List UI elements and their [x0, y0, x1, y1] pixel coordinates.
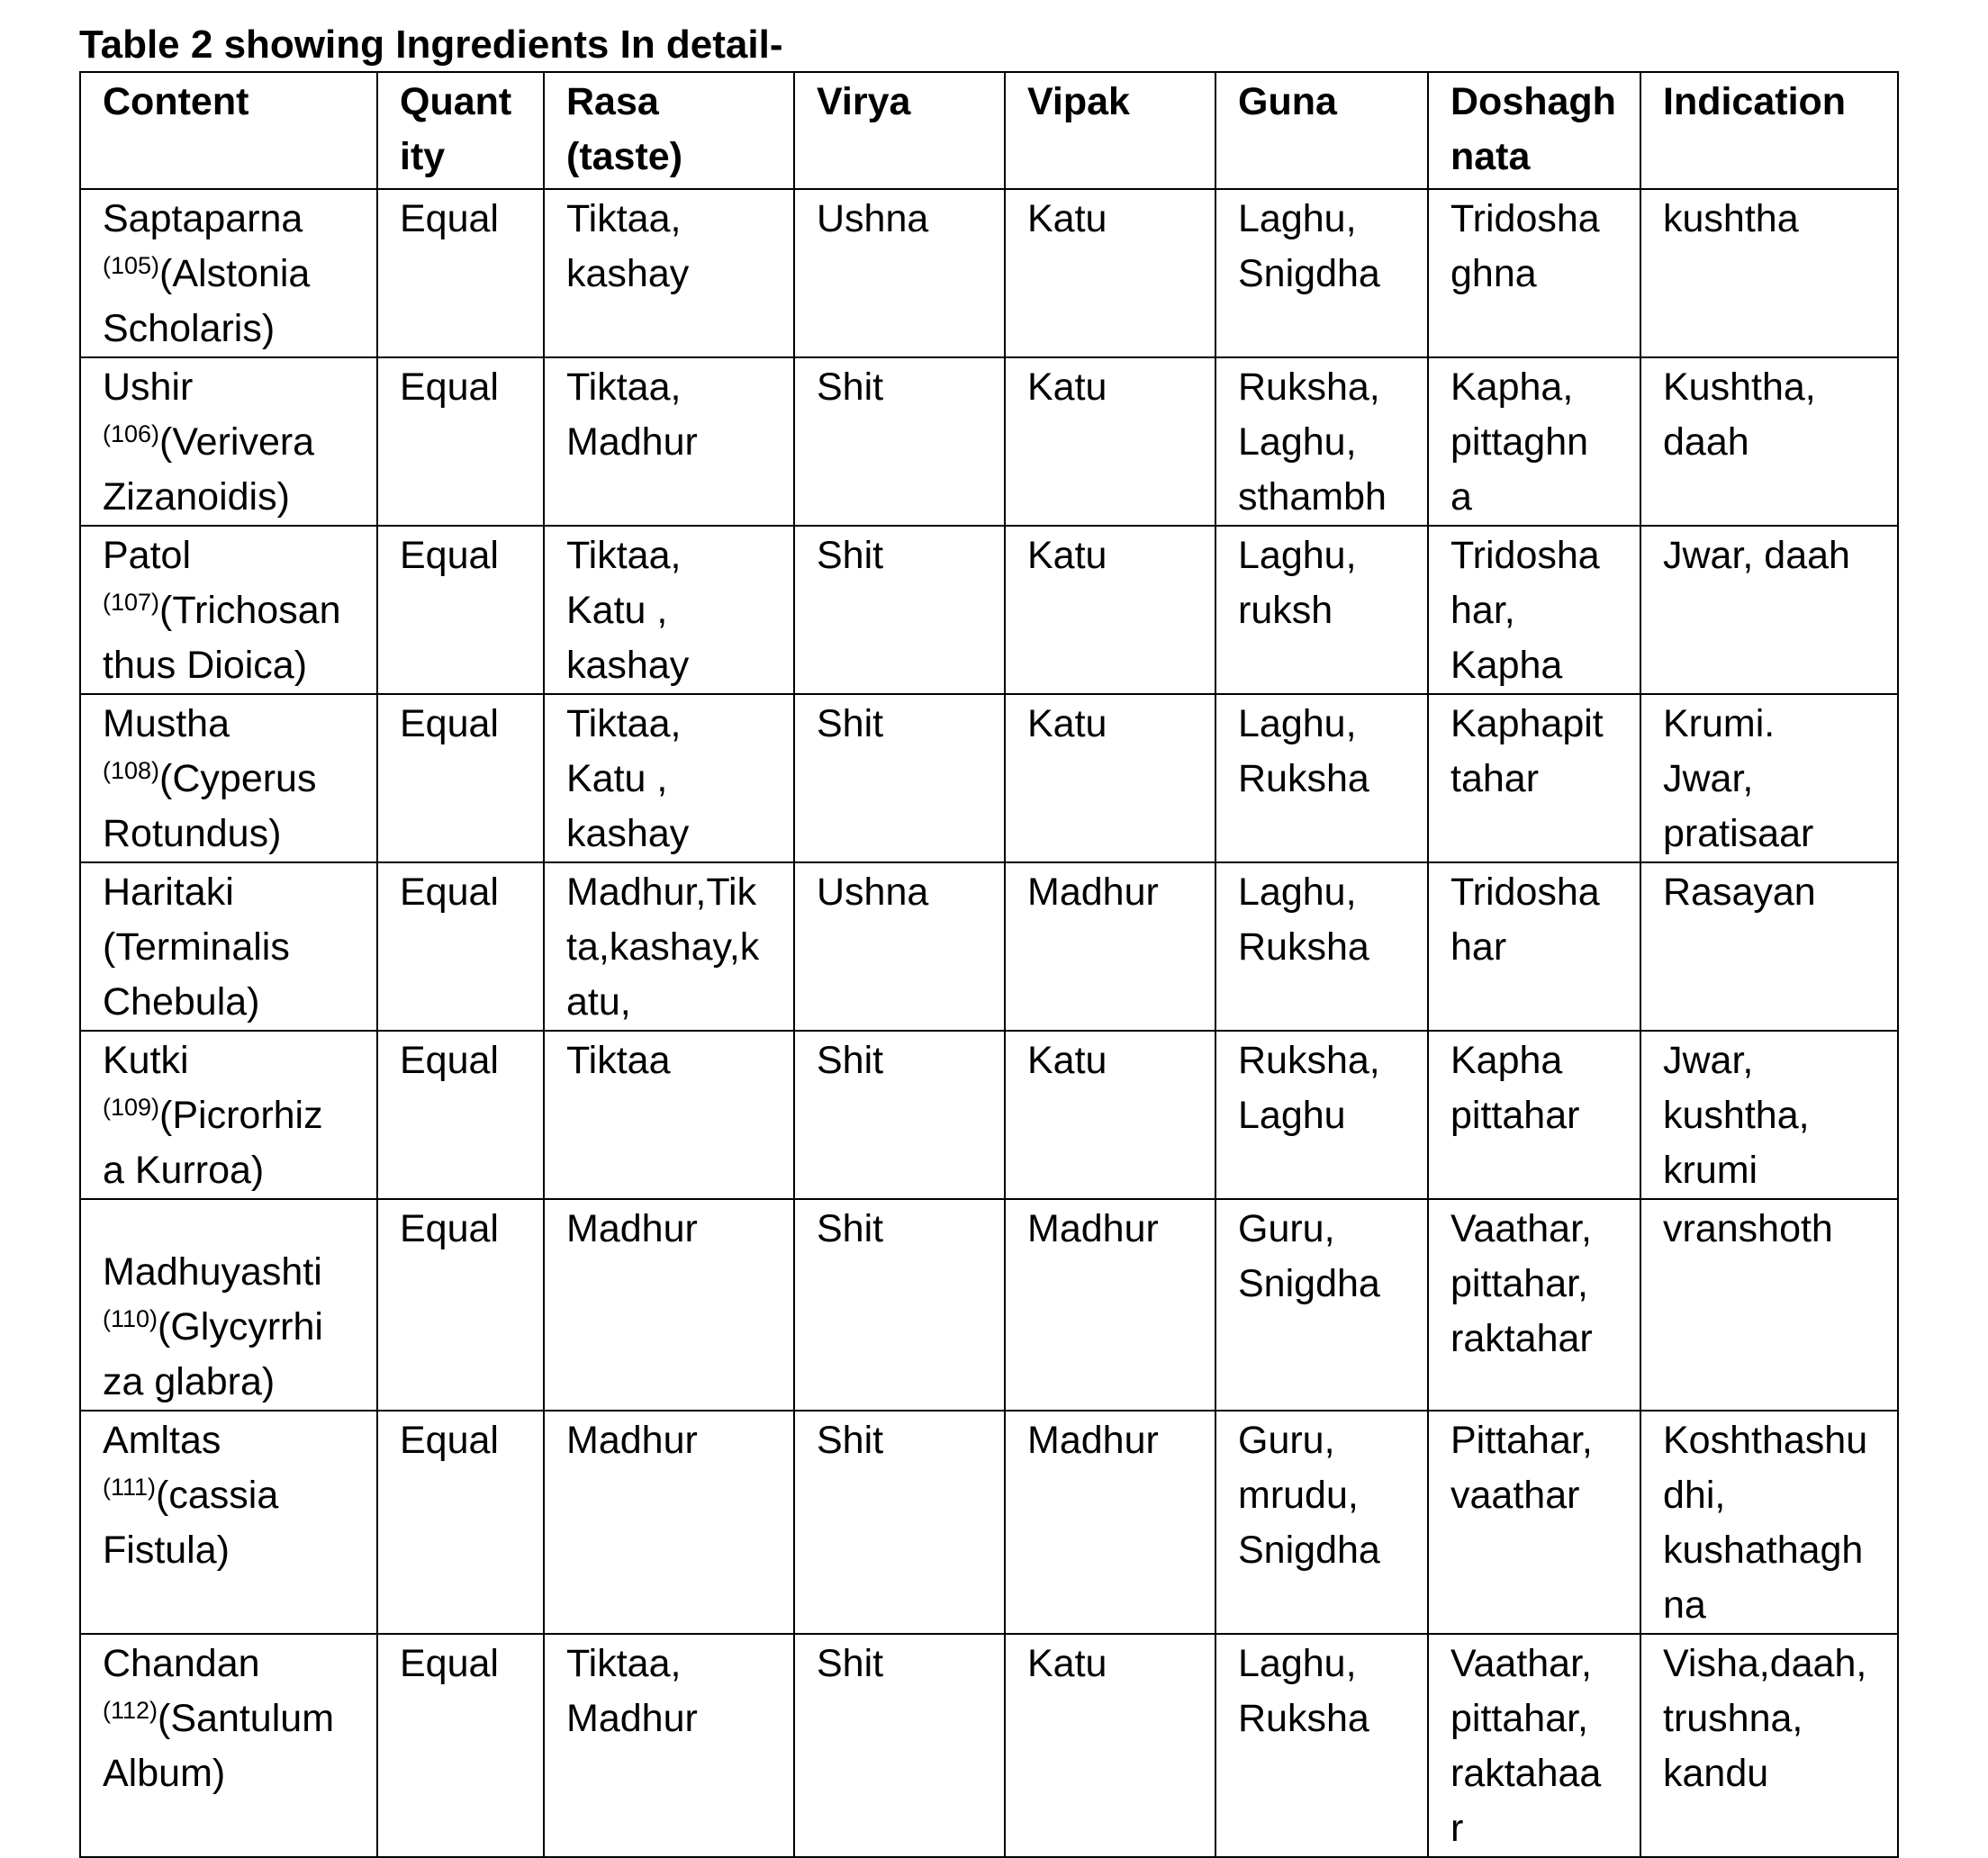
- table-row: [80, 189, 1898, 357]
- header-virya: Virya: [794, 72, 1005, 189]
- quantity-cell: Equal: [377, 357, 544, 526]
- content-cell: [80, 189, 377, 357]
- indication-cell: Kushtha, daah: [1640, 357, 1898, 526]
- quantity-cell: Equal: [377, 1411, 544, 1634]
- guna-cell: Laghu, ruksh: [1215, 526, 1428, 694]
- guna-cell: Laghu, Snigdha: [1215, 189, 1428, 357]
- quantity-cell: Equal: [377, 862, 544, 1031]
- guna-cell: Guru, mrudu, Snigdha: [1215, 1411, 1428, 1634]
- table-row: [80, 1411, 1898, 1634]
- guna-cell: Laghu, Ruksha: [1215, 1634, 1428, 1857]
- vipak-cell: Katu: [1005, 1031, 1215, 1199]
- botanical-name: (Trichosan thus Dioica): [103, 589, 341, 687]
- ingredient-name: Ushir: [103, 365, 194, 409]
- ingredient-name: Patol: [103, 534, 192, 577]
- content-cell: [80, 1411, 377, 1634]
- table-row: [80, 694, 1898, 862]
- rasa-cell: Tiktaa, Madhur: [544, 357, 794, 526]
- vipak-cell: Katu: [1005, 189, 1215, 357]
- doshaghnata-cell: Vaathar, pittahar, raktahaa r: [1428, 1634, 1640, 1857]
- ingredients-table: [79, 71, 1899, 1858]
- virya-cell: Shit: [794, 694, 1005, 862]
- vipak-cell: Katu: [1005, 694, 1215, 862]
- table-row: [80, 357, 1898, 526]
- ingredient-name: Kutki: [103, 1039, 189, 1082]
- table-row: [80, 1634, 1898, 1857]
- reference-number: (112): [103, 1697, 158, 1724]
- vipak-cell: Katu: [1005, 1634, 1215, 1857]
- botanical-name: (Cyperus Rotundus): [103, 757, 317, 855]
- quantity-cell: Equal: [377, 526, 544, 694]
- content-cell: [80, 694, 377, 862]
- content-cell: [80, 1199, 377, 1411]
- vipak-cell: Katu: [1005, 357, 1215, 526]
- rasa-cell: Madhur: [544, 1411, 794, 1634]
- reference-number: (111): [103, 1474, 157, 1501]
- doshaghnata-cell: Pittahar, vaathar: [1428, 1411, 1640, 1634]
- indication-cell: Krumi. Jwar, pratisaar: [1640, 694, 1898, 862]
- botanical-name: (Alstonia Scholaris): [103, 252, 311, 350]
- table-row: [80, 862, 1898, 1031]
- guna-cell: Guru, Snigdha: [1215, 1199, 1428, 1411]
- quantity-cell: Equal: [377, 1634, 544, 1857]
- indication-cell: Jwar, kushtha, krumi: [1640, 1031, 1898, 1199]
- botanical-name: (Glycyrrhi za glabra): [103, 1305, 323, 1403]
- header-guna: Guna: [1215, 72, 1428, 189]
- virya-cell: Shit: [794, 1634, 1005, 1857]
- ingredient-name: Amltas: [103, 1419, 221, 1462]
- content-cell: [80, 1634, 377, 1857]
- reference-number: (106): [103, 420, 160, 447]
- virya-cell: Ushna: [794, 189, 1005, 357]
- table-row: [80, 526, 1898, 694]
- header-vipak: Vipak: [1005, 72, 1215, 189]
- rasa-cell: Tiktaa: [544, 1031, 794, 1199]
- ingredient-name: Mustha: [103, 702, 230, 745]
- guna-cell: Ruksha, Laghu, sthambh: [1215, 357, 1428, 526]
- table-row: [80, 1031, 1898, 1199]
- header-content: Content: [80, 72, 377, 189]
- header-rasa: Rasa (taste): [544, 72, 794, 189]
- reference-number: (107): [103, 589, 160, 616]
- table-caption: Table 2 showing Ingredients In detail-: [79, 23, 783, 67]
- vipak-cell: Madhur: [1005, 862, 1215, 1031]
- guna-cell: Ruksha, Laghu: [1215, 1031, 1428, 1199]
- doshaghnata-cell: Tridosha har: [1428, 862, 1640, 1031]
- header-row: [80, 72, 1898, 189]
- doshaghnata-cell: Kaphapit tahar: [1428, 694, 1640, 862]
- rasa-cell: Tiktaa, Madhur: [544, 1634, 794, 1857]
- table-row: [80, 1199, 1898, 1411]
- header-doshaghnata: Doshagh nata: [1428, 72, 1640, 189]
- header-quantity: Quant ity: [377, 72, 544, 189]
- indication-cell: Rasayan: [1640, 862, 1898, 1031]
- vipak-cell: Katu: [1005, 526, 1215, 694]
- quantity-cell: Equal: [377, 694, 544, 862]
- botanical-name: (Terminalis Chebula): [103, 925, 290, 1024]
- virya-cell: Ushna: [794, 862, 1005, 1031]
- ingredient-name: Haritaki: [103, 870, 234, 914]
- rasa-cell: Tiktaa, kashay: [544, 189, 794, 357]
- content-cell: [80, 357, 377, 526]
- virya-cell: Shit: [794, 526, 1005, 694]
- vipak-cell: Madhur: [1005, 1411, 1215, 1634]
- quantity-cell: Equal: [377, 1199, 544, 1411]
- reference-number: (108): [103, 757, 160, 784]
- doshaghnata-cell: Vaathar, pittahar, raktahar: [1428, 1199, 1640, 1411]
- guna-cell: Laghu, Ruksha: [1215, 862, 1428, 1031]
- rasa-cell: Tiktaa, Katu , kashay: [544, 526, 794, 694]
- quantity-cell: Equal: [377, 189, 544, 357]
- indication-cell: Visha,daah, trushna, kandu: [1640, 1634, 1898, 1857]
- virya-cell: Shit: [794, 1411, 1005, 1634]
- reference-number: (109): [103, 1094, 160, 1121]
- botanical-name: (Santulum Album): [103, 1697, 335, 1795]
- virya-cell: Shit: [794, 1199, 1005, 1411]
- botanical-name: (cassia Fistula): [103, 1474, 279, 1572]
- doshaghnata-cell: Kapha pittahar: [1428, 1031, 1640, 1199]
- ingredient-name: Madhuyashti: [103, 1250, 322, 1294]
- content-cell: [80, 526, 377, 694]
- rasa-cell: Madhur: [544, 1199, 794, 1411]
- ingredient-name: Saptaparna: [103, 197, 303, 240]
- reference-number: (110): [103, 1305, 158, 1332]
- doshaghnata-cell: Tridosha har, Kapha: [1428, 526, 1640, 694]
- vipak-cell: Madhur: [1005, 1199, 1215, 1411]
- guna-cell: Laghu, Ruksha: [1215, 694, 1428, 862]
- botanical-name: (Picrorhiz a Kurroa): [103, 1094, 323, 1192]
- indication-cell: kushtha: [1640, 189, 1898, 357]
- rasa-cell: Madhur,Tik ta,kashay,k atu,: [544, 862, 794, 1031]
- indication-cell: Jwar, daah: [1640, 526, 1898, 694]
- rasa-cell: Tiktaa, Katu , kashay: [544, 694, 794, 862]
- doshaghnata-cell: Kapha, pittaghn a: [1428, 357, 1640, 526]
- indication-cell: Koshthashu dhi, kushathagh na: [1640, 1411, 1898, 1634]
- indication-cell: vranshoth: [1640, 1199, 1898, 1411]
- content-cell: [80, 1031, 377, 1199]
- virya-cell: Shit: [794, 357, 1005, 526]
- header-indication: Indication: [1640, 72, 1898, 189]
- virya-cell: Shit: [794, 1031, 1005, 1199]
- botanical-name: (Verivera Zizanoidis): [103, 420, 315, 519]
- content-cell: [80, 862, 377, 1031]
- doshaghnata-cell: Tridosha ghna: [1428, 189, 1640, 357]
- quantity-cell: Equal: [377, 1031, 544, 1199]
- reference-number: (105): [103, 252, 160, 279]
- ingredient-name: Chandan: [103, 1642, 260, 1685]
